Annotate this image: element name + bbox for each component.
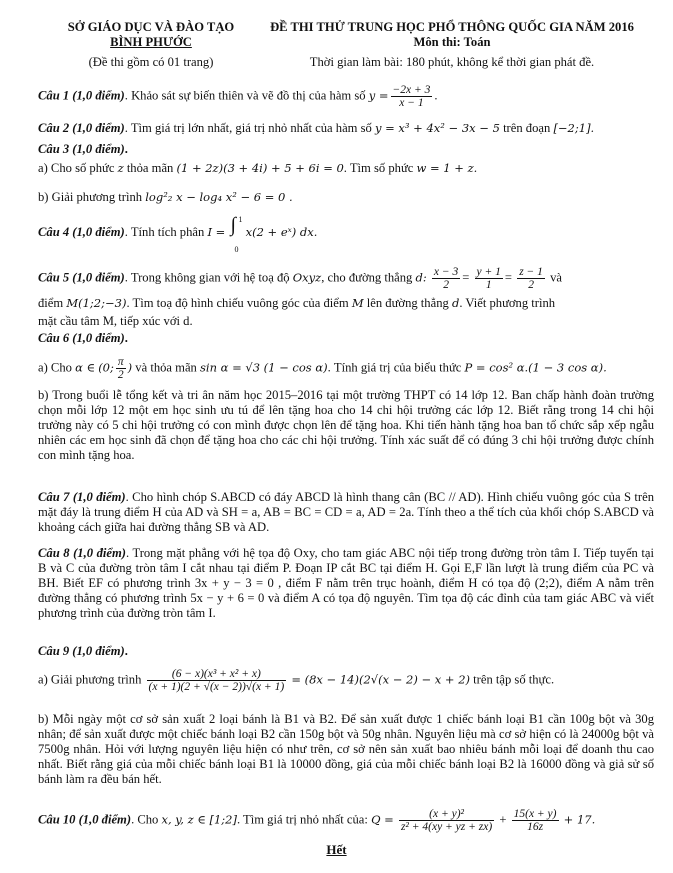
- exam-time: Thời gian làm bài: 180 phút, không kể thời gian phát đề.: [309, 55, 595, 69]
- q10-text: . Cho: [131, 812, 159, 827]
- q1-lhs: y =: [368, 88, 389, 103]
- q3-tail: .: [124, 142, 128, 156]
- question-6a: [38, 356, 654, 381]
- q6a-interval-left: (0;: [98, 360, 114, 375]
- q3a-pre: a) Cho số phức: [38, 161, 115, 175]
- q10-frac-2: [512, 808, 559, 833]
- exam-title: ĐỀ THI THỬ TRUNG HỌC PHỔ THÔNG QUỐC GIA NĂM 2016: [270, 20, 634, 34]
- q6a-P: P = cos² α.(1 − 3 cos α).: [464, 360, 607, 375]
- q4-label: Câu 4 (1,0 điểm): [38, 225, 125, 239]
- question-9: [38, 644, 654, 659]
- q5-f2-den: 1: [485, 279, 492, 291]
- exam-header: [244, 20, 660, 70]
- q5-f2-num: y + 1: [476, 266, 501, 278]
- end-marker: Hết: [326, 842, 347, 857]
- q10-Q: Q =: [371, 812, 394, 827]
- q5-and: và: [550, 270, 562, 285]
- q6b-text: b) Trong buổi lễ tổng kết và tri ân năm học 2015–2016 tại một trường THPT có 14 lớp 12. Ban chấp hành đoàn trường chọn mỗi lớp 12 một em học sinh ưu tú để lên tặng hoa cho 14 chi hội trưởng các lớp 12. Biết rằng trong 14 chi hội trưởng này có 5 chi hội trưởng có con mình được chọn lên để tặng hoa. Khi tiến hành tặng hoa ban tổ chức sắp xếp ngẫu nhiên các em học sinh đã chọn để tặng hoa cho các chi hội trưởng. Tính xác suất để có đúng 3 chi hội trưởng được chính con mình tặng hoa.: [38, 388, 654, 462]
- question-1: [38, 84, 654, 109]
- q10-frac-1: [399, 808, 494, 833]
- q10-f1-num: (x + y)²: [399, 808, 494, 821]
- q10-label: Câu 10 (1,0 điểm): [38, 812, 132, 827]
- q5-label: Câu 5 (1,0 điểm): [38, 270, 125, 285]
- q9-label: Câu 9 (1,0 điểm): [38, 644, 125, 658]
- q4-upper: 1: [238, 214, 243, 224]
- question-9a: [38, 668, 654, 693]
- q1-fraction: [391, 84, 433, 109]
- q5-f1-den: 2: [443, 279, 449, 291]
- q5-text: . Trong không gian với hệ toạ độ: [124, 270, 290, 285]
- q4-integrand: x(2 + eˣ) dx.: [245, 225, 318, 239]
- q3a-z: z: [117, 161, 124, 175]
- question-2: [38, 121, 654, 136]
- q5-f3-den: 2: [528, 279, 534, 291]
- dept-line-2: BÌNH PHƯỚC: [110, 35, 192, 49]
- question-3b: [38, 190, 654, 205]
- q3b-pre: b) Giải phương trình: [38, 190, 143, 204]
- q5-frac-3: [517, 266, 545, 291]
- question-9b: [38, 712, 654, 787]
- q9a-num: (6 − x)(x³ + x² + x): [147, 668, 287, 681]
- q5-line2-pre: điểm: [38, 296, 64, 310]
- page-note: (Đề thi gồm có 01 trang): [88, 55, 214, 69]
- q2-label: Câu 2 (1,0 điểm): [38, 121, 125, 135]
- question-5-line2: [38, 296, 654, 311]
- q6a-alpha: α ∈: [75, 360, 96, 375]
- q1-den: x − 1: [399, 97, 424, 109]
- q6a-mid: và thỏa mãn: [135, 360, 197, 375]
- q10-plus: +: [499, 812, 507, 827]
- q8-label: Câu 8 (1,0 điểm): [38, 546, 126, 560]
- q3-label: Câu 3 (1,0 điểm): [38, 142, 125, 156]
- question-5-line3: [38, 314, 654, 329]
- question-6b: [38, 388, 654, 463]
- q3a-mid: thỏa mãn: [126, 161, 174, 175]
- q5-d: d:: [415, 270, 427, 285]
- exam-subject: Môn thi: Toán: [413, 35, 491, 49]
- q1-num: −2x + 3: [392, 84, 431, 96]
- q5-f3-num: z − 1: [519, 266, 543, 278]
- q2-text2: trên đoạn: [503, 121, 551, 135]
- integral-sign-icon: ∫: [230, 213, 236, 236]
- q10-end: + 17.: [563, 812, 596, 827]
- q6-tail: .: [124, 331, 128, 345]
- q3b-equation: log²₂ x − log₄ x² − 6 = 0 .: [145, 190, 293, 204]
- q9b-text: b) Mỗi ngày một cơ sở sản xuất 2 loại bánh là B1 và B2. Để sản xuất được 1 chiếc bánh loại B1 cần 100g bột và 30g nhân; để sản xuất được một chiếc bánh loại B2 cần 150g bột và 50g nhân. Nguyên liệu mà cơ sở hiện có là 24000g bột và 7500g nhân. Hỏi với lượng nguyên liệu hiện có như trên, cơ sở nên sản xuất bao nhiêu bánh mỗi loại để doanh thu cao nhất. Biết rằng giá của mỗi chiếc bánh loại B1 là 10000 đồng, giá của mỗi chiếc bánh loại B2 là 16000 đồng và giả sử số bánh làm ra đều bán hết.: [38, 712, 654, 786]
- question-4: [38, 213, 654, 254]
- q9a-den: (x + 1)(2 + √(x − 2))√(x + 1): [148, 681, 285, 693]
- q10-text2: . Tìm giá trị nhỏ nhất của:: [236, 812, 368, 827]
- q1-tail: .: [434, 88, 438, 103]
- q10-f2-num: 15(x + y): [513, 808, 557, 820]
- q10-f2-den: 16z: [527, 821, 544, 833]
- q5-d2: d: [451, 296, 460, 310]
- q5-line2-end: . Viết phương trình: [459, 296, 556, 310]
- q6a-mid2: . Tính giá trị của biểu thức: [327, 360, 462, 375]
- q6a-eq: sin α = √3 (1 − cos α): [200, 360, 328, 375]
- q5-text2: , cho đường thẳng: [321, 270, 413, 285]
- q1-text: . Khảo sát sự biến thiên và vẽ đồ thị của hàm số: [124, 88, 366, 103]
- q9a-rhs: = (8x − 14)(2√(x − 2) − x + 2): [291, 672, 470, 687]
- q5-line2-text2: lên đường thẳng: [366, 296, 449, 310]
- dept-line-1: SỞ GIÁO DỤC VÀ ĐÀO TẠO: [67, 20, 235, 34]
- q6a-pi-num: π: [117, 356, 124, 368]
- q6a-interval-right: ): [127, 360, 133, 375]
- q3a-equation: (1 + 2z)(3 + 4i) + 5 + 6i = 0: [176, 161, 344, 175]
- q5-line2-text: . Tìm toạ độ hình chiếu vuông góc của điểm: [126, 296, 349, 310]
- department-header: [46, 20, 256, 70]
- q4-lower: 0: [234, 244, 239, 254]
- q5-line3: mặt cầu tâm M, tiếp xúc với d.: [38, 314, 193, 328]
- question-5: Câu 5 (1,0 điểm). Trong không gian với hệ toạ độ Oxyz, cho đường thẳng d: $\frac{x - 3}{2}$ = $\frac{y + 1}{1}$ = $\frac{z - 1}{2}$ và: [38, 266, 562, 291]
- question-6: [38, 331, 654, 346]
- q4-text: . Tính tích phân: [124, 225, 205, 239]
- q3a-mid2: . Tìm số phức: [343, 161, 414, 175]
- question-3: [38, 142, 654, 157]
- q6a-pi-den: 2: [117, 369, 124, 381]
- q5-oxyz: Oxyz: [292, 270, 322, 285]
- q10-vars: x, y, z ∈ [1;2]: [161, 812, 237, 827]
- q2-interval: [−2;1].: [553, 121, 595, 135]
- q5-frac-1: [432, 266, 460, 291]
- q1-label: Câu 1 (1,0 điểm): [38, 88, 125, 103]
- q6a-pi-frac: [116, 356, 126, 381]
- q5-point: M(1;2;−3): [66, 296, 127, 310]
- q6a-pre: a) Cho: [38, 360, 72, 375]
- q9a-pre: a) Giải phương trình: [38, 672, 142, 687]
- q6-label: Câu 6 (1,0 điểm): [38, 331, 125, 345]
- question-3a: [38, 161, 654, 176]
- q9a-end: trên tập số thực.: [473, 672, 555, 687]
- q4-integral: [228, 213, 243, 254]
- question-10: [38, 808, 654, 833]
- q8-text: . Trong mặt phẳng với hệ tọa độ Oxy, cho tam giác ABC nội tiếp trong đường tròn tâm I. Tiếp tuyến tại B và C của đường tròn tâm I cắt nhau tại điểm P. Đoạn IP cắt BC tại điểm H. Gọi E,F lần lượt là trung điểm của PC và BH. Biết EF có phương trình 3x + y − 3 = 0 , điểm F nằm trên trục hoành, điểm H có tọa độ (2;2), điểm A nằm trên đường thẳng có phương trình 5x − y + 6 = 0 và điểm A có tọa độ nguyên. Tìm tọa độ các đỉnh của tam giác ABC và viết phương trình của đường tròn tâm I.: [38, 546, 654, 620]
- q2-function: y = x³ + 4x² − 3x − 5: [374, 121, 500, 135]
- q10-f1-den: z² + 4(xy + yz + zx): [400, 821, 493, 833]
- q7-text: . Cho hình chóp S.ABCD có đáy ABCD là hình thang cân (BC // AD). Hình chiếu vuông góc của S trên mặt đáy là trung điểm H của AD và SH = a, AB = BC = CD = a, AD = 2a. Tính theo a thể tích của khối chóp S.ABCD và khoảng cách giữa hai đường thẳng SB và AD.: [38, 490, 654, 534]
- q9-tail: .: [124, 644, 128, 658]
- q5-frac-2: [475, 266, 503, 291]
- q7-label: Câu 7 (1,0 điểm): [38, 490, 126, 504]
- q5-M: M: [351, 296, 364, 310]
- question-7: [38, 490, 654, 535]
- question-8: [38, 546, 654, 621]
- q2-text: . Tìm giá trị lớn nhất, giá trị nhỏ nhất của hàm số: [124, 121, 372, 135]
- q5-f1-num: x − 3: [433, 266, 459, 278]
- q9a-frac: [147, 668, 287, 693]
- q4-lhs: I =: [207, 225, 226, 239]
- q3a-w: w = 1 + z.: [416, 161, 478, 175]
